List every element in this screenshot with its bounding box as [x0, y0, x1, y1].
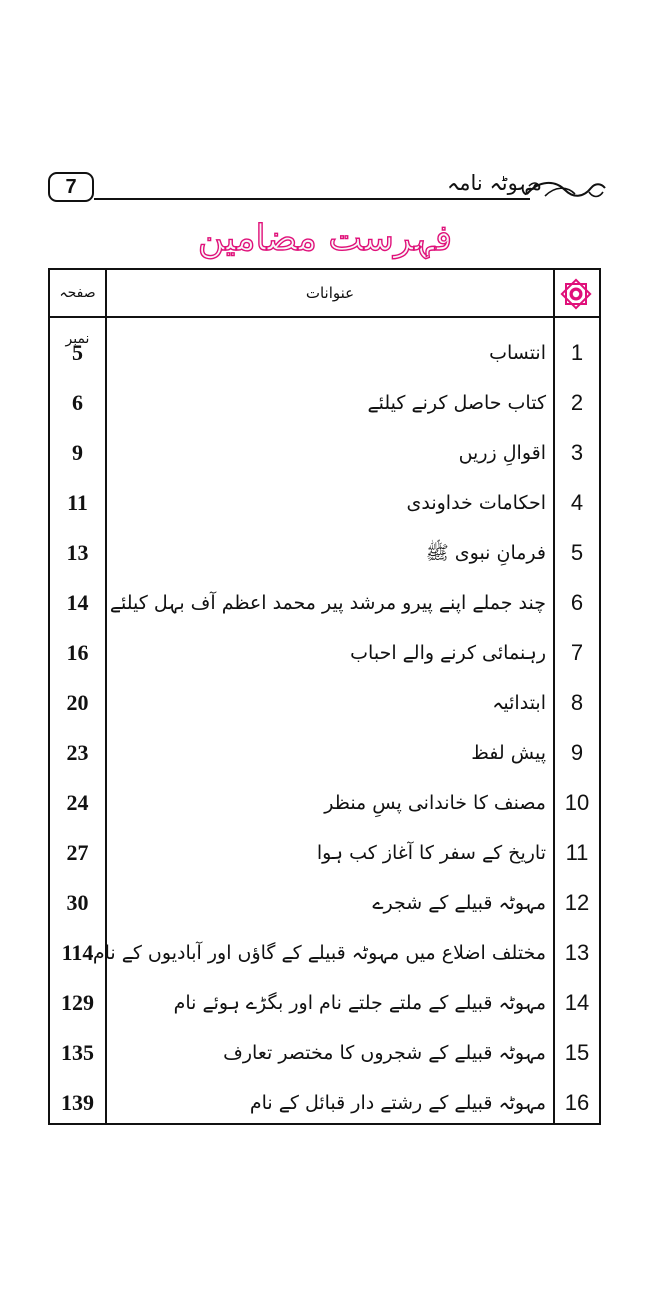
page-number-badge	[48, 172, 94, 202]
column-header-page: صفحہ نمبر	[59, 285, 96, 347]
toc-row	[50, 478, 599, 528]
row-topic: مختلف اضلاع میں مہوٹہ قبیلے کے گاؤں اور آبادیوں کے نام	[92, 942, 546, 964]
toc-row	[50, 628, 599, 678]
row-serial: 2	[570, 390, 584, 415]
toc-row	[50, 728, 599, 778]
row-serial: 10	[564, 790, 590, 815]
row-serial: 13	[564, 940, 590, 965]
header-row-divider	[50, 316, 599, 318]
row-topic: اقوالِ زریں	[458, 442, 546, 464]
toc-row	[50, 378, 599, 428]
toc-row	[50, 778, 599, 828]
column-header-topics: عنوانات	[305, 284, 355, 302]
toc-row	[50, 1078, 599, 1128]
toc-row	[50, 528, 599, 578]
row-page-number: 11	[67, 490, 88, 515]
row-page-number: 129	[61, 990, 94, 1015]
row-serial: 7	[570, 640, 584, 665]
row-page-number: 30	[66, 890, 89, 915]
row-topic: رہنمائی کرنے والے احباب	[350, 642, 546, 664]
row-serial: 8	[570, 690, 584, 715]
row-page-number: 24	[66, 790, 89, 815]
row-topic: ابتدائیہ	[492, 692, 546, 714]
row-serial: 16	[564, 1090, 590, 1115]
row-serial: 3	[570, 440, 584, 465]
row-page-number: 27	[66, 840, 89, 865]
row-serial: 1	[570, 340, 584, 365]
row-page-number: 114	[61, 940, 94, 965]
toc-row	[50, 878, 599, 928]
row-page-number: 14	[66, 590, 89, 615]
toc-row	[50, 328, 599, 378]
row-page-number: 135	[61, 1040, 94, 1065]
header-rule	[94, 198, 530, 200]
decorative-flourish-icon	[525, 172, 607, 204]
toc-table	[48, 268, 601, 1125]
toc-title: فہرست مضامین	[197, 218, 453, 259]
row-topic: کتاب حاصل کرنے کیلئے	[367, 392, 546, 414]
row-page-number: 13	[66, 540, 89, 565]
toc-row	[50, 428, 599, 478]
row-topic: مہوٹہ قبیلے کے شجرے	[372, 892, 546, 914]
row-topic: مہوٹہ قبیلے کے رشتے دار قبائل کے نام	[249, 1092, 546, 1114]
row-serial: 6	[570, 590, 584, 615]
toc-row	[50, 978, 599, 1028]
toc-row	[50, 678, 599, 728]
row-page-number: 20	[66, 690, 89, 715]
row-page-number: 9	[72, 440, 83, 465]
page-number: 7	[65, 176, 77, 198]
toc-row	[50, 578, 599, 628]
toc-row	[50, 828, 599, 878]
row-serial: 15	[564, 1040, 590, 1065]
book-title: مہوٹہ نامہ	[446, 171, 542, 195]
toc-row	[50, 1028, 599, 1078]
row-topic: تاریخ کے سفر کا آغاز کب ہوا	[316, 842, 546, 864]
row-page-number: 23	[66, 740, 89, 765]
toc-row	[50, 928, 599, 978]
row-topic: مصنف کا خاندانی پسِ منظر	[324, 792, 546, 814]
row-serial: 14	[564, 990, 590, 1015]
row-serial: 12	[564, 890, 590, 915]
row-topic: پیش لفظ	[471, 742, 546, 764]
row-serial: 11	[565, 840, 589, 865]
row-serial: 5	[570, 540, 584, 565]
row-page-number: 6	[72, 390, 83, 415]
row-page-number: 139	[61, 1090, 94, 1115]
row-topic: چند جملے اپنے پیرو مرشد پیر محمد اعظم آف بہل کیلئے	[109, 592, 546, 614]
row-topic: احکامات خداوندی	[406, 492, 546, 514]
eight-point-star-flower-icon	[559, 278, 593, 310]
row-topic: فرمانِ نبوی ﷺ	[425, 542, 546, 564]
row-page-number: 16	[66, 640, 89, 665]
row-topic: مہوٹہ قبیلے کے شجروں کا مختصر تعارف	[223, 1042, 546, 1064]
row-serial: 9	[570, 740, 584, 765]
row-topic: انتساب	[489, 342, 546, 364]
row-topic: مہوٹہ قبیلے کے ملتے جلتے نام اور بگڑے ہوئے نام	[173, 992, 546, 1014]
row-page-number: 5	[72, 340, 83, 365]
row-serial: 4	[570, 490, 584, 515]
